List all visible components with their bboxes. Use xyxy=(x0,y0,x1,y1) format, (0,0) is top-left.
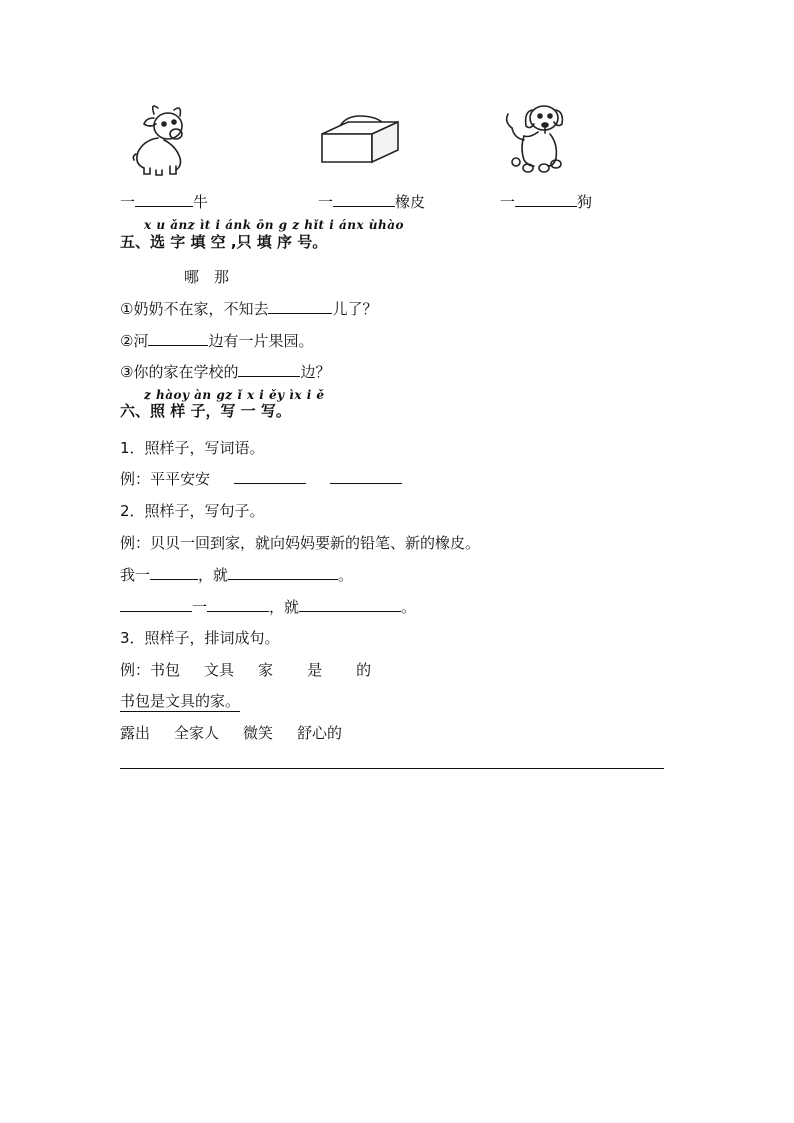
answer-blank[interactable] xyxy=(148,331,208,346)
section6-pinyin: z hàoy àn gz ǐ x i ěy ìx i ě xyxy=(144,388,325,402)
part1-example: 例：平平安安 xyxy=(120,468,402,489)
example-word: 书包 xyxy=(150,661,181,679)
measure-word-item-3: 一 狗 xyxy=(500,193,593,211)
answer-blank[interactable] xyxy=(228,565,338,580)
section5-choices: 哪 那 xyxy=(184,268,230,286)
part1-title: 1．照样子，写词语。 xyxy=(120,439,265,457)
answer-blank[interactable] xyxy=(234,469,306,484)
answer-blank[interactable] xyxy=(135,192,193,207)
answer-blank[interactable] xyxy=(150,565,198,580)
answer-blank[interactable] xyxy=(299,597,401,612)
part3-title: 3．照样子，排词成句。 xyxy=(120,629,280,647)
part2-line-1: 我一 ，就 。 xyxy=(120,566,354,584)
word: 全家人 xyxy=(174,724,220,742)
example-word: 的 xyxy=(356,661,372,679)
part3-words xyxy=(120,722,342,743)
measure-word-item-1: 一 牛 xyxy=(120,193,209,211)
eraser-icon xyxy=(318,108,402,168)
goat-icon xyxy=(124,100,196,180)
section5-question-1: ①奶奶不在家，不知去 儿了？ xyxy=(120,300,378,318)
section5-pinyin: x u ǎnz ìt i ánk ōn g z hǐt i ánx ùhào xyxy=(144,218,405,232)
answer-blank[interactable] xyxy=(333,192,395,207)
answer-blank[interactable] xyxy=(268,299,332,314)
example-word: 家 xyxy=(258,661,274,679)
word: 露出 xyxy=(120,724,151,742)
section6-title: 六、照 样 子，写 一 写。 xyxy=(120,402,291,420)
section5-question-3: ③你的家在学校的 边？ xyxy=(120,363,331,381)
part2-title: 2．照样子，写句子。 xyxy=(120,502,265,520)
answer-blank[interactable] xyxy=(207,597,269,612)
word: 舒心的 xyxy=(297,724,343,742)
answer-blank[interactable] xyxy=(515,192,577,207)
answer-blank[interactable] xyxy=(120,597,192,612)
example-word: 是 xyxy=(307,661,323,679)
word: 微笑 xyxy=(243,724,274,742)
example-word: 文具 xyxy=(204,661,235,679)
part2-line-2: 一 ，就 。 xyxy=(120,596,416,617)
answer-line[interactable] xyxy=(120,768,664,769)
dog-icon xyxy=(498,98,572,178)
section5-title: 五、选 字 填 空 ,只 填 序 号。 xyxy=(120,233,328,251)
part3-example: 例：书包 文具 家 是 的 xyxy=(120,661,372,679)
section5-question-2: ②河 边有一片果园。 xyxy=(120,332,314,350)
answer-blank[interactable] xyxy=(330,469,402,484)
answer-blank[interactable] xyxy=(238,362,300,377)
part3-example-answer: 书包是文具的家。 xyxy=(120,692,241,710)
part2-example: 例：贝贝一回到家，就向妈妈要新的铅笔、新的橡皮。 xyxy=(120,534,481,552)
measure-word-item-2: 一 橡皮 xyxy=(318,193,426,211)
